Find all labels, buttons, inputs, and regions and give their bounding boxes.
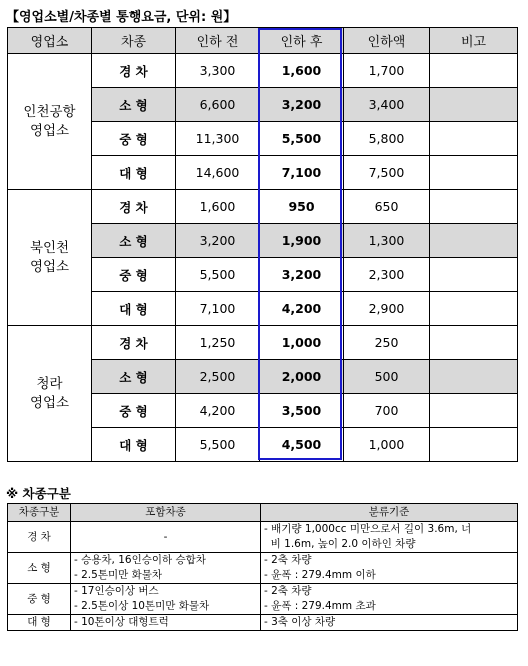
fare-cut-cell: 700: [344, 394, 430, 428]
note-cell: [430, 326, 518, 360]
class-included-cell-line: -: [163, 530, 168, 543]
class-included-cell-line: - 승용차, 16인승이하 승합차: [74, 554, 206, 566]
class-criteria-cell-line: - 윤폭 : 279.4mm 초과: [264, 600, 376, 612]
fare-after-cell: 950: [260, 190, 344, 224]
office-name-line: 영업소: [29, 258, 70, 275]
office-name-cell: [8, 54, 92, 190]
note-cell: [430, 190, 518, 224]
fare-table: [7, 27, 518, 462]
fare-after-cell: 1,600: [260, 54, 344, 88]
class-criteria-cell-line: - 2축 차량: [264, 554, 312, 566]
class-included-cell-line: - 17인승이상 버스: [74, 585, 159, 597]
fare-cut-cell: 1,000: [344, 428, 430, 462]
class-row: [8, 615, 518, 631]
fare-cut-cell: 500: [344, 360, 430, 394]
class-criteria-cell: [261, 584, 518, 615]
header-before-cut: 인하 전: [176, 28, 260, 54]
fare-before-cell: 4,200: [176, 394, 260, 428]
vehicle-type-cell: 중 형: [92, 258, 176, 292]
class-criteria-cell-line: - 3축 이상 차량: [264, 616, 336, 628]
fare-before-cell: 6,600: [176, 88, 260, 122]
vehicle-type-cell: 대 형: [92, 156, 176, 190]
class-header-criteria: 분류기준: [261, 504, 518, 522]
note-cell: [430, 360, 518, 394]
fare-cut-cell: 1,700: [344, 54, 430, 88]
class-row: [8, 522, 518, 553]
note-cell: [430, 122, 518, 156]
vehicle-type-cell: 경 차: [92, 326, 176, 360]
class-type-cell: 경 차: [8, 522, 71, 553]
fare-before-cell: 1,600: [176, 190, 260, 224]
class-criteria-cell: [261, 615, 518, 631]
header-vehicle-type: 차종: [92, 28, 176, 54]
fare-before-cell: 5,500: [176, 428, 260, 462]
fare-after-cell: 7,100: [260, 156, 344, 190]
vehicle-class-title: ※ 차종구분: [6, 486, 71, 501]
class-included-cell: [71, 615, 261, 631]
fare-before-cell: 2,500: [176, 360, 260, 394]
vehicle-type-cell: 소 형: [92, 224, 176, 258]
vehicle-type-cell: 대 형: [92, 292, 176, 326]
fare-cut-cell: 250: [344, 326, 430, 360]
class-criteria-cell-line: - 윤폭 : 279.4mm 이하: [264, 569, 376, 581]
class-criteria-cell-line: - 배기량 1,000cc 미만으로서 길이 3.6m, 너: [264, 523, 472, 535]
fare-after-cell: 4,500: [260, 428, 344, 462]
office-name-cell: [8, 190, 92, 326]
vehicle-class-table: [7, 503, 518, 631]
class-criteria-cell-line: 비 1.6m, 높이 2.0 이하인 차량: [264, 538, 416, 550]
header-office: 영업소: [8, 28, 92, 54]
note-cell: [430, 224, 518, 258]
note-cell: [430, 54, 518, 88]
fare-cut-cell: 7,500: [344, 156, 430, 190]
fare-row: [8, 190, 518, 224]
class-type-cell: 소 형: [8, 553, 71, 584]
fare-after-cell: 1,900: [260, 224, 344, 258]
office-name-cell: [8, 326, 92, 462]
office-name-line: 인천공항: [23, 103, 76, 120]
fare-before-cell: 5,500: [176, 258, 260, 292]
fare-before-cell: 3,200: [176, 224, 260, 258]
fare-before-cell: 3,300: [176, 54, 260, 88]
office-name-line: 청라: [36, 375, 63, 392]
note-cell: [430, 394, 518, 428]
fare-row: [8, 326, 518, 360]
note-cell: [430, 156, 518, 190]
class-included-cell: [71, 553, 261, 584]
office-name-line: 영업소: [29, 394, 70, 411]
fare-after-cell: 5,500: [260, 122, 344, 156]
class-header-included: 포함차종: [71, 504, 261, 522]
fare-cut-cell: 650: [344, 190, 430, 224]
fare-cut-cell: 1,300: [344, 224, 430, 258]
fare-after-cell: 1,000: [260, 326, 344, 360]
class-type-cell: 중 형: [8, 584, 71, 615]
office-name-line: 북인천: [29, 239, 70, 256]
fare-cut-cell: 2,900: [344, 292, 430, 326]
note-cell: [430, 88, 518, 122]
class-included-cell-line: - 2.5톤이상 10톤미만 화물차: [74, 600, 210, 612]
fare-cut-cell: 2,300: [344, 258, 430, 292]
class-included-cell-line: - 10톤이상 대형트럭: [74, 616, 169, 628]
note-cell: [430, 292, 518, 326]
fare-table-header-row: [8, 28, 518, 54]
class-included-cell-line: - 2.5톤미만 화물차: [74, 569, 163, 581]
class-type-cell: 대 형: [8, 615, 71, 631]
vehicle-type-cell: 중 형: [92, 122, 176, 156]
note-cell: [430, 428, 518, 462]
fare-after-cell: 4,200: [260, 292, 344, 326]
fare-before-cell: 14,600: [176, 156, 260, 190]
class-header-type: 차종구분: [8, 504, 71, 522]
fare-cut-cell: 3,400: [344, 88, 430, 122]
vehicle-type-cell: 경 차: [92, 190, 176, 224]
class-criteria-cell-line: - 2축 차량: [264, 585, 312, 597]
header-cut-amount: 인하액: [344, 28, 430, 54]
office-name-line: 영업소: [29, 122, 70, 139]
class-included-cell: [71, 584, 261, 615]
class-row: [8, 584, 518, 615]
class-criteria-cell: [261, 522, 518, 553]
fare-cut-cell: 5,800: [344, 122, 430, 156]
vehicle-type-cell: 중 형: [92, 394, 176, 428]
header-note: 비고: [430, 28, 518, 54]
fare-after-cell: 3,200: [260, 88, 344, 122]
note-cell: [430, 258, 518, 292]
class-included-cell: [71, 522, 261, 553]
header-after-cut: 인하 후: [260, 28, 344, 54]
class-row: [8, 553, 518, 584]
vehicle-type-cell: 경 차: [92, 54, 176, 88]
vehicle-type-cell: 대 형: [92, 428, 176, 462]
fare-before-cell: 1,250: [176, 326, 260, 360]
fare-after-cell: 3,500: [260, 394, 344, 428]
fare-after-cell: 2,000: [260, 360, 344, 394]
fare-row: [8, 54, 518, 88]
fare-before-cell: 11,300: [176, 122, 260, 156]
fare-after-cell: 3,200: [260, 258, 344, 292]
vehicle-type-cell: 소 형: [92, 88, 176, 122]
vehicle-type-cell: 소 형: [92, 360, 176, 394]
class-table-header-row: [8, 504, 518, 522]
fare-table-title: 【영업소별/차종별 통행요금, 단위: 원】: [6, 10, 237, 25]
class-criteria-cell: [261, 553, 518, 584]
fare-before-cell: 7,100: [176, 292, 260, 326]
